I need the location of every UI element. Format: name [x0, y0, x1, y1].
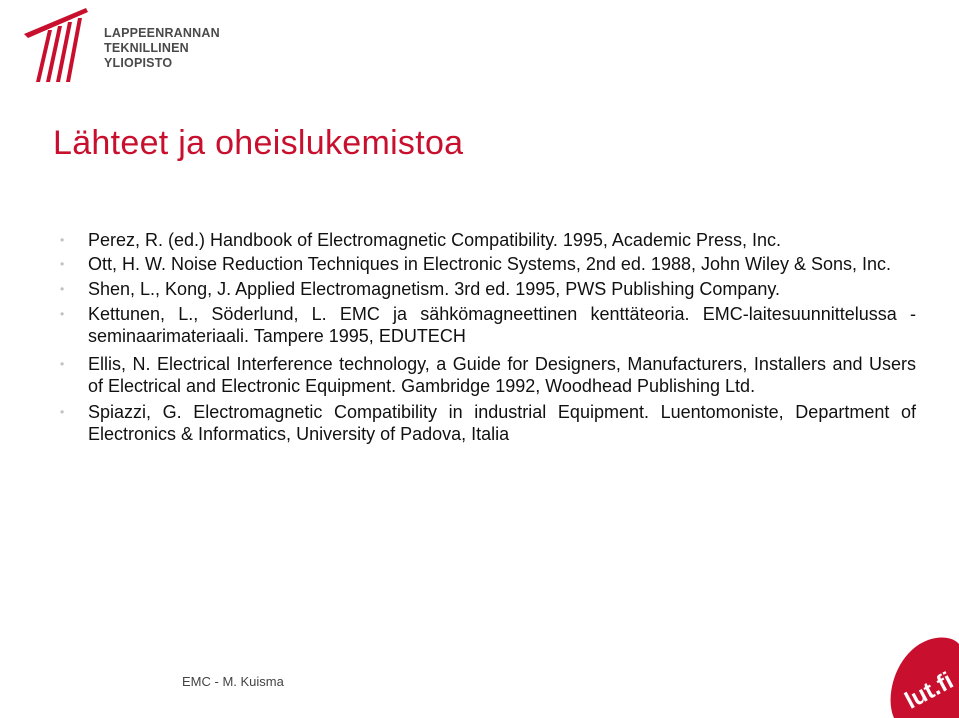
- reference-text: Shen, L., Kong, J. Applied Electromagnetism. 3rd ed. 1995, PWS Publishing Company.: [88, 279, 781, 299]
- footer-author: EMC - M. Kuisma: [182, 674, 284, 689]
- reference-text: Perez, R. (ed.) Handbook of Electromagnetic Compatibility. 1995, Academic Press, Inc.: [88, 230, 781, 250]
- reference-text: Ellis, N. Electrical Interference technology, a Guide for Designers, Manufacturers, Installers and Users of Electrical and Electronic Equipment. Gambridge 1992, Woodhead Publishing Ltd.: [88, 354, 916, 396]
- bullet: •: [60, 357, 65, 371]
- reference-item: [60, 278, 916, 300]
- reference-item: [60, 229, 916, 251]
- badge-text: lut.fi: [900, 667, 958, 715]
- reference-item: [60, 253, 916, 275]
- bullet: •: [60, 257, 65, 271]
- reference-item: [60, 303, 916, 347]
- bullet: •: [60, 233, 65, 247]
- reference-text: Ott, H. W. Noise Reduction Techniques in Electronic Systems, 2nd ed. 1988, John Wiley & Sons, Inc.: [88, 254, 892, 274]
- logo-line-2: TEKNILLINEN YLIOPISTO: [104, 41, 189, 70]
- bullet: •: [60, 282, 65, 296]
- logo-line-1: LAPPEENRANNAN: [104, 26, 220, 40]
- bullet: •: [60, 405, 65, 419]
- reference-text: Kettunen, L., Söderlund, L. EMC ja sähkömagneettinen kenttäteoria. EMC-laitesuunnittelussa -seminaarimateriaali. Tampere 1995, EDUTECH: [88, 304, 916, 346]
- reference-list: [60, 229, 916, 446]
- page-title: Lähteet ja oheislukemistoa: [53, 124, 464, 162]
- bullet: •: [60, 307, 65, 321]
- lut-fi-badge: [866, 632, 959, 718]
- reference-item: [60, 353, 916, 397]
- reference-item: [60, 401, 916, 445]
- university-logo: [20, 4, 260, 84]
- reference-text: Spiazzi, G. Electromagnetic Compatibility in industrial Equipment. Luentomoniste, Department of Electronics & Informatics, University of Padova, Italia: [88, 402, 916, 444]
- lut-wing-icon: [20, 4, 104, 84]
